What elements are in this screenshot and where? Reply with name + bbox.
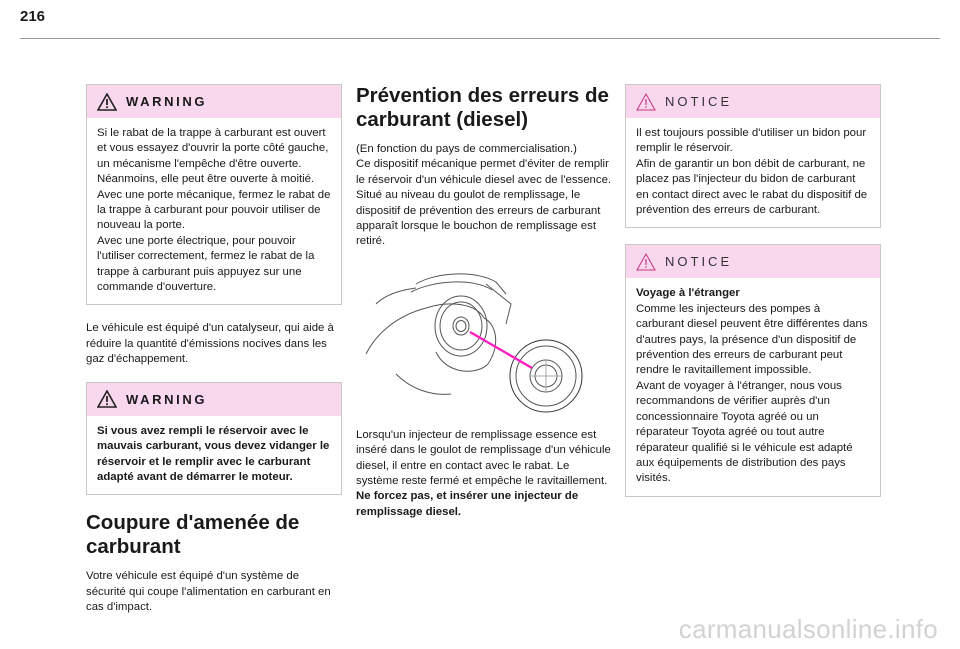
section-heading-fuel-cutoff: Coupure d'amenée de carburant bbox=[86, 511, 300, 559]
top-divider bbox=[20, 38, 940, 39]
notice-body: Comme les injecteurs des pompes à carburant diesel peuvent être différentes dans d'autres pays, la présence d'un dispositif de prévention des erreurs de carburant peut rendre le ravitaillement impossible. Avant de voyager à l'étranger, nous vous recommandons de vérifier auprès d'un concessionnaire Toyota agréé ou un réparateur Toyota agréé ou tout autre réparateur qualifié si le véhicule est adapté aux équipements de distribution des pays visités. bbox=[636, 302, 868, 485]
warning-header bbox=[87, 85, 341, 118]
fuel-cutoff-text: Votre véhicule est équipé d'un système de sécurité qui coupe l'alimentation en carburant en cas d'impact. bbox=[86, 570, 331, 614]
notice-triangle-icon bbox=[636, 253, 656, 271]
notice-box-canister bbox=[625, 84, 881, 228]
warning-title: WARNING bbox=[126, 391, 208, 407]
warning-triangle-icon bbox=[97, 93, 117, 111]
catalyst-paragraph: Le véhicule est équipé d'un catalyseur, qui aide à réduire la quantité d'émissions nocives dans les gaz d'échappement. bbox=[86, 322, 334, 366]
misfuel-detail: Lorsqu'un injecteur de remplissage essence est inséré dans le goulot de remplissage d'un véhicule diesel, il entre en contact avec le rabat. Le système reste fermé et empêche le ravitaillement. bbox=[356, 428, 611, 488]
notice-title: NOTICE bbox=[665, 254, 733, 270]
notice-title: NOTICE bbox=[665, 94, 733, 109]
misfuel-intro: (En fonction du pays de commercialisation.) Ce dispositif mécanique permet d'éviter de remplir le réservoir d'un véhicule diesel avec de l'essence. Situé au niveau du goulot de remplissage, le dispositif de prévention des erreurs de carburant apparaît lorsque le bouchon de remplissage est retiré. bbox=[356, 143, 612, 248]
warning-box-fuel bbox=[86, 382, 342, 496]
fuel-filler-illustration bbox=[356, 264, 584, 416]
notice-triangle-icon bbox=[636, 93, 656, 111]
column-right bbox=[625, 84, 881, 513]
watermark: carmanualsonline.info bbox=[678, 614, 938, 644]
warning-body: Si le rabat de la trappe à carburant est ouvert et vous essayez d'ouvrir la porte côté gauche, un mécanisme l'empêche d'être ouverte. Néanmoins, elle peut être ouverte à moitié. Avec une porte mécanique, fermez le rabat de la trappe à carburant pour pouvoir utiliser de nouveau la porte. Avec une porte électrique, pour pouvoir l'utiliser correctement, fermez le rabat de la trappe à carburant puis appuyez sur une commande d'ouverture. bbox=[97, 127, 331, 294]
notice-subtitle: Voyage à l'étranger bbox=[636, 287, 740, 300]
notice-header bbox=[626, 245, 880, 278]
misfuel-warning-text: Ne forcez pas, et insérer une injecteur de remplissage diesel. bbox=[356, 490, 579, 518]
page-number: 216 bbox=[20, 8, 46, 25]
warning-body: Si vous avez rempli le réservoir avec le mauvais carburant, vous devez vidanger le réservoir et le remplir avec le carburant adapté avant de démarrer le moteur. bbox=[97, 424, 330, 483]
notice-body: Il est toujours possible d'utiliser un bidon pour remplir le réservoir. Afin de garantir un bon débit de carburant, ne placez pas l'injecteur du bidon de carburant en contact direct avec le rabat du dispositif de prévention des erreurs de carburant. bbox=[636, 127, 868, 217]
warning-box-door bbox=[86, 84, 342, 305]
column-left bbox=[86, 84, 342, 630]
notice-header bbox=[626, 85, 880, 118]
column-middle bbox=[356, 84, 612, 534]
warning-header bbox=[87, 383, 341, 416]
section-heading-misfuel: Prévention des erreurs de carburant (diesel) bbox=[356, 84, 609, 131]
notice-content bbox=[626, 278, 880, 495]
warning-title: WARNING bbox=[126, 94, 208, 109]
warning-triangle-icon bbox=[97, 390, 117, 408]
callout-leader-line bbox=[470, 332, 532, 368]
notice-box-abroad bbox=[625, 244, 881, 496]
